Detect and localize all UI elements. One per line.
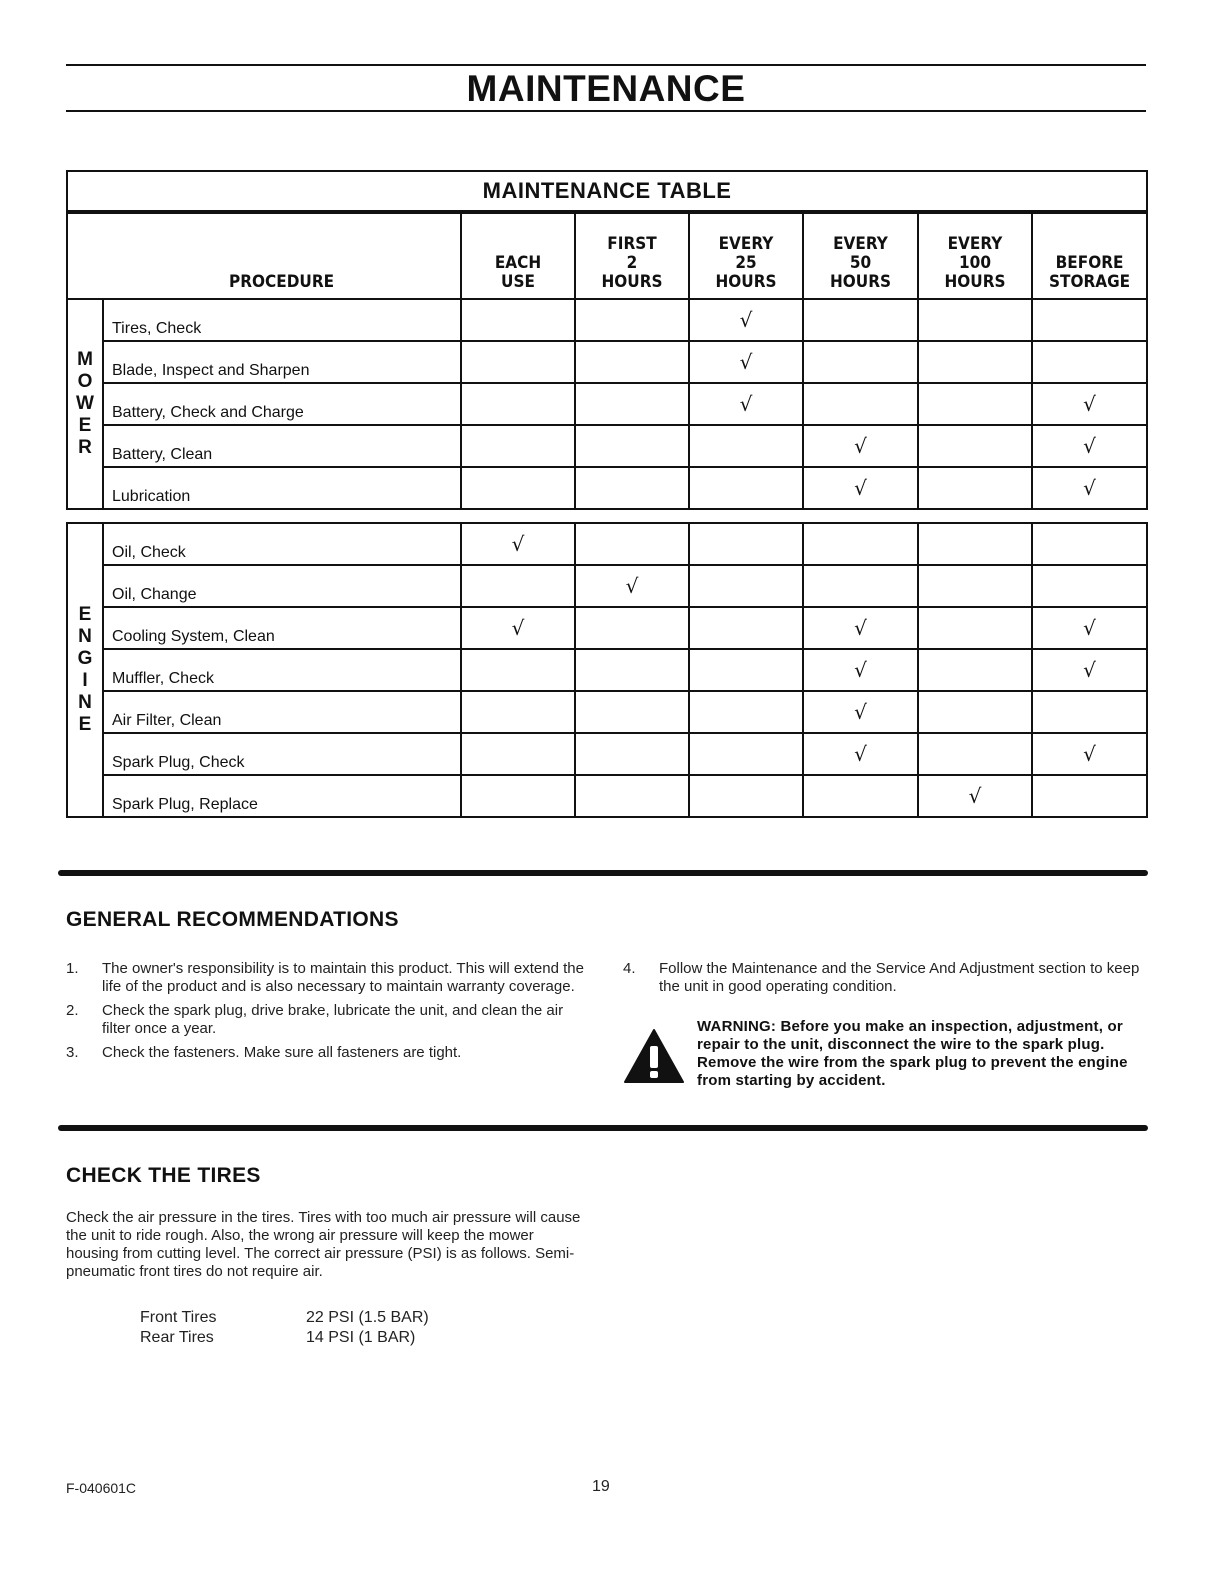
interval-cell [461, 607, 575, 649]
interval-cell [689, 565, 803, 607]
list-item-text: Check the fasteners. Make sure all fasteners are tight. [102, 1044, 462, 1061]
interval-cell [461, 691, 575, 733]
column-header-line: STORAGE [1049, 272, 1131, 292]
interval-cell [1032, 565, 1147, 607]
group-label [67, 299, 103, 509]
tire-value: 14 PSI (1 BAR) [306, 1329, 416, 1346]
interval-cell [803, 733, 918, 775]
check-mark-icon: √ [1083, 616, 1096, 640]
procedure-cell: Battery, Check and Charge [103, 383, 461, 425]
procedure-cell: Lubrication [103, 467, 461, 509]
column-header-line: HOURS [601, 272, 663, 292]
rear-tire-pressure [140, 1328, 415, 1348]
list-item-number: 1. [66, 960, 79, 977]
list-item-number: 2. [66, 1002, 79, 1019]
column-header-line: 100 [959, 253, 991, 273]
check-mark-icon: √ [1083, 742, 1096, 766]
group-label-letter: N [78, 626, 92, 647]
front-tire-pressure [140, 1308, 429, 1328]
check-mark-icon: √ [1083, 658, 1096, 682]
check-mark-icon: √ [854, 658, 867, 682]
interval-cell [1032, 467, 1147, 509]
interval-cell [918, 691, 1032, 733]
interval-cell [461, 467, 575, 509]
procedure-cell: Tires, Check [103, 299, 461, 341]
list-item-text: The owner's responsibility is to maintain this product. This will extend the life of the product and is also necessary to maintain warranty coverage. [102, 960, 584, 995]
table-row [67, 341, 1147, 383]
column-header [695, 212, 798, 299]
interval-cell [575, 383, 689, 425]
interval-cell [461, 565, 575, 607]
tires-paragraph: Check the air pressure in the tires. Tires with too much air pressure will cause the unit to ride rough. Also, the wrong air pressure will keep the mower housing from cutting level. The correct air pressure (PSI) is as follows. Semi-pneumatic front tires do not require air. [66, 1209, 581, 1280]
interval-cell [689, 425, 803, 467]
interval-cell [1032, 425, 1147, 467]
group-label-letter: E [78, 415, 92, 436]
interval-cell [1032, 649, 1147, 691]
interval-cell [918, 383, 1032, 425]
table-row [67, 649, 1147, 691]
check-mark-icon: √ [854, 434, 867, 458]
tire-value: 22 PSI (1.5 BAR) [306, 1309, 429, 1326]
section-rule [58, 1125, 1148, 1131]
column-header-line: PROCEDURE [229, 272, 335, 292]
interval-cell [1032, 733, 1147, 775]
group-label-letter: I [82, 670, 88, 691]
check-mark-icon: √ [854, 742, 867, 766]
page-title: MAINTENANCE [466, 68, 746, 109]
interval-cell [689, 383, 803, 425]
procedure-cell: Muffler, Check [103, 649, 461, 691]
list-item-text: Follow the Maintenance and the Service And Adjustment section to keep the unit in good operating condition. [659, 960, 1140, 995]
table-header-row [67, 212, 1147, 299]
maintenance-table-mower [66, 170, 1148, 510]
interval-cell [575, 733, 689, 775]
check-mark-icon: √ [739, 392, 753, 416]
procedure-cell: Battery, Clean [103, 425, 461, 467]
check-mark-icon: √ [1083, 392, 1096, 416]
interval-cell [803, 299, 918, 341]
table-row [67, 565, 1147, 607]
interval-cell [803, 425, 918, 467]
maintenance-table-engine [66, 522, 1148, 818]
interval-cell [918, 565, 1032, 607]
interval-cell [575, 523, 689, 565]
table-row [67, 733, 1147, 775]
interval-cell [918, 425, 1032, 467]
interval-cell [461, 649, 575, 691]
group-label-letter: W [76, 393, 94, 414]
interval-cell [689, 607, 803, 649]
column-header [121, 212, 443, 299]
procedure-cell: Air Filter, Clean [103, 691, 461, 733]
interval-cell [918, 299, 1032, 341]
list-item-text: Check the spark plug, drive brake, lubricate the unit, and clean the air filter once a year. [102, 1002, 564, 1037]
group-label-letter: O [77, 371, 93, 392]
check-mark-icon: √ [1083, 434, 1096, 458]
check-mark-icon: √ [511, 616, 525, 640]
check-tires-heading: CHECK THE TIRES [66, 1164, 261, 1187]
group-label-letter: R [78, 437, 92, 458]
table-row [67, 523, 1147, 565]
interval-cell [918, 649, 1032, 691]
tire-label: Front Tires [140, 1309, 217, 1326]
interval-cell [689, 299, 803, 341]
table-row [67, 299, 1147, 341]
recommendations-list-left [66, 960, 592, 1068]
interval-cell [689, 733, 803, 775]
interval-cell [689, 341, 803, 383]
table-row [67, 607, 1147, 649]
list-item [66, 1002, 592, 1038]
section-rule [58, 870, 1148, 876]
interval-cell [689, 467, 803, 509]
check-mark-icon: √ [854, 476, 867, 500]
column-header [924, 212, 1027, 299]
table-header-corner [67, 212, 103, 299]
interval-cell [461, 341, 575, 383]
interval-cell [575, 299, 689, 341]
check-mark-icon: √ [854, 700, 867, 724]
interval-cell [461, 775, 575, 817]
column-header-line: EVERY [718, 234, 774, 254]
interval-cell [689, 649, 803, 691]
procedure-cell: Spark Plug, Replace [103, 775, 461, 817]
interval-cell [803, 523, 918, 565]
group-label-letter: N [78, 692, 92, 713]
interval-cell [803, 691, 918, 733]
interval-cell [689, 523, 803, 565]
interval-cell [689, 775, 803, 817]
interval-cell [803, 467, 918, 509]
column-header [1038, 212, 1142, 299]
page-number: 19 [592, 1478, 610, 1495]
interval-cell [575, 775, 689, 817]
column-header-line: EVERY [833, 234, 888, 254]
warning-text: WARNING: Before you make an inspection, adjustment, or repair to the unit, disconnect the wire to the spark plug. Remove the wire from the spark plug to prevent the engine from starting by accident. [697, 1018, 1128, 1089]
group-label-letter: G [77, 648, 93, 669]
interval-cell [575, 649, 689, 691]
column-header-line: HOURS [715, 272, 777, 292]
interval-cell [1032, 775, 1147, 817]
column-header-line: 25 [735, 253, 757, 273]
group-label [67, 523, 103, 817]
list-item-number: 3. [66, 1044, 79, 1061]
table-row [67, 691, 1147, 733]
group-label-letter: E [78, 714, 92, 735]
interval-cell [918, 775, 1032, 817]
procedure-cell: Cooling System, Clean [103, 607, 461, 649]
interval-cell [575, 467, 689, 509]
column-header [581, 212, 684, 299]
interval-cell [1032, 383, 1147, 425]
interval-cell [1032, 341, 1147, 383]
column-header [809, 212, 913, 299]
group-label-letter: M [77, 349, 93, 370]
interval-cell [575, 607, 689, 649]
table-caption: MAINTENANCE TABLE [67, 171, 1147, 212]
column-header-line: EACH [494, 253, 542, 273]
title-rule-top [66, 64, 1146, 66]
tire-label: Rear Tires [140, 1329, 214, 1346]
column-header-line: HOURS [829, 272, 892, 292]
column-header-line: USE [501, 272, 535, 292]
interval-cell [689, 691, 803, 733]
maintenance-table [66, 170, 1148, 818]
column-header-line: BEFORE [1055, 253, 1124, 273]
title-rule-bottom [66, 110, 1146, 112]
interval-cell [803, 649, 918, 691]
list-item [66, 960, 592, 996]
procedure-cell: Oil, Change [103, 565, 461, 607]
interval-cell [803, 383, 918, 425]
interval-cell [1032, 299, 1147, 341]
warning-triangle-icon [623, 1028, 685, 1084]
interval-cell [1032, 691, 1147, 733]
list-item [623, 960, 1147, 996]
interval-cell [803, 607, 918, 649]
interval-cell [461, 733, 575, 775]
general-recommendations-heading: GENERAL RECOMMENDATIONS [66, 908, 399, 931]
interval-cell [803, 775, 918, 817]
interval-cell [803, 341, 918, 383]
interval-cell [918, 467, 1032, 509]
column-header [467, 212, 570, 299]
interval-cell [461, 523, 575, 565]
interval-cell [575, 341, 689, 383]
column-header-line: HOURS [944, 272, 1006, 292]
check-mark-icon: √ [739, 350, 753, 374]
table-row [67, 383, 1147, 425]
interval-cell [918, 607, 1032, 649]
column-header-line: EVERY [947, 234, 1003, 254]
interval-cell [918, 523, 1032, 565]
interval-cell [461, 425, 575, 467]
interval-cell [575, 691, 689, 733]
interval-cell [918, 341, 1032, 383]
footer-code: F-040601C [66, 1480, 137, 1496]
check-mark-icon: √ [739, 308, 753, 332]
procedure-cell: Spark Plug, Check [103, 733, 461, 775]
interval-cell [461, 383, 575, 425]
table-row [67, 425, 1147, 467]
check-mark-icon: √ [854, 616, 867, 640]
table-row [67, 775, 1147, 817]
group-label-letter: E [78, 604, 92, 625]
interval-cell [1032, 607, 1147, 649]
interval-cell [575, 425, 689, 467]
interval-cell [918, 733, 1032, 775]
check-mark-icon: √ [1083, 476, 1096, 500]
interval-cell [1032, 523, 1147, 565]
procedure-cell: Oil, Check [103, 523, 461, 565]
interval-cell [575, 565, 689, 607]
list-item [66, 1044, 592, 1062]
check-mark-icon: √ [968, 784, 982, 808]
column-header-line: 50 [849, 253, 872, 273]
check-mark-icon: √ [511, 532, 525, 556]
interval-cell [803, 565, 918, 607]
list-item-number: 4. [623, 960, 636, 977]
table-row [67, 467, 1147, 509]
recommendations-list-right [623, 960, 1147, 1002]
check-mark-icon: √ [625, 574, 639, 598]
interval-cell [461, 299, 575, 341]
column-header-line: FIRST [607, 234, 657, 254]
column-header-line: 2 [626, 253, 638, 273]
procedure-cell: Blade, Inspect and Sharpen [103, 341, 461, 383]
